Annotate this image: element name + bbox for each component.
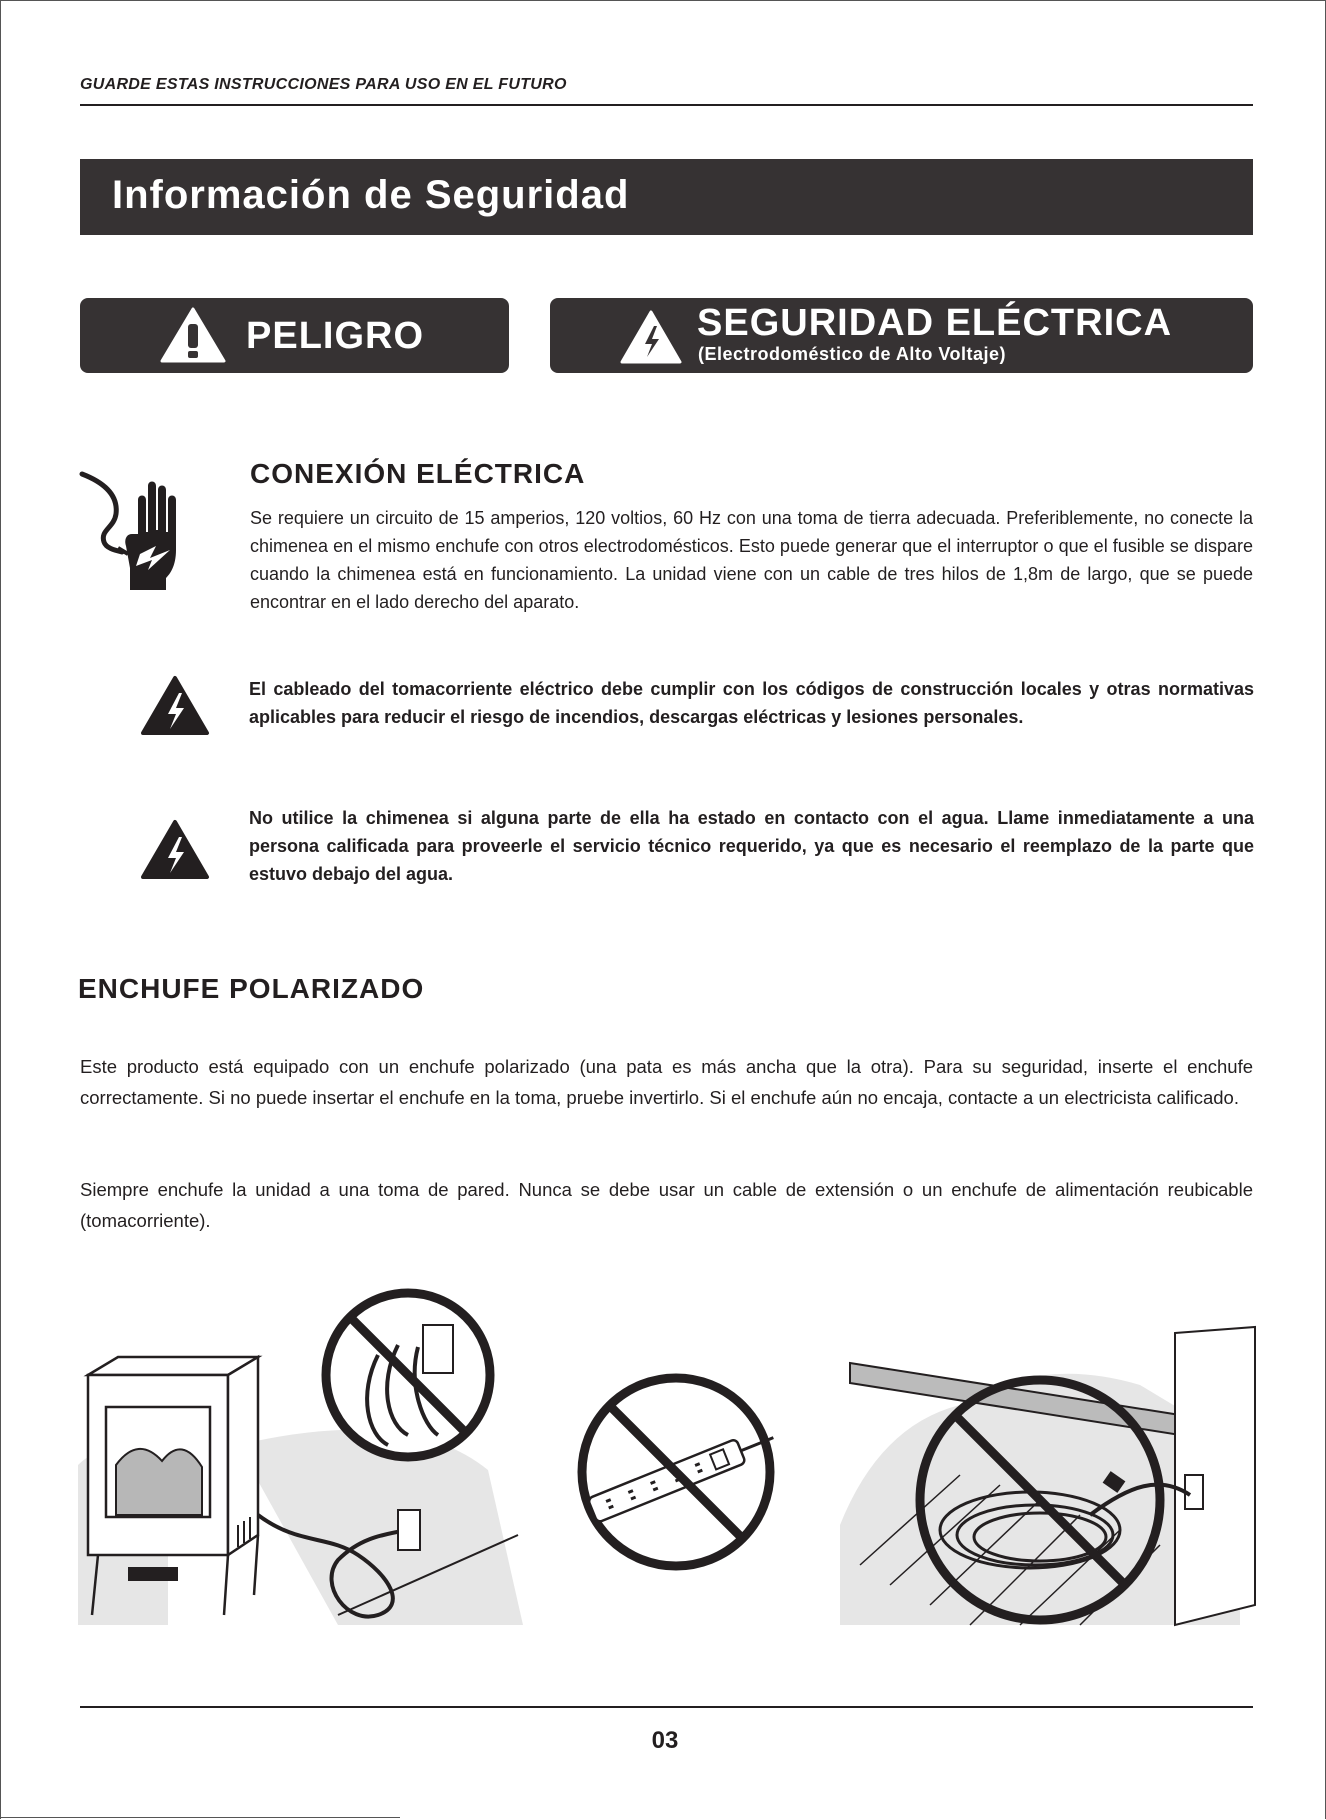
warning-water-text: No utilice la chimenea si alguna parte de ella ha estado en contacto con el agua. Llame inmediatamente a una persona calificada para proveerle el servicio técnico requerido, ya que es necesario el reemplazo de la parte que estuvo debajo del agua. xyxy=(249,808,1254,884)
danger-badge xyxy=(80,298,509,373)
electric-shock-hand-icon xyxy=(78,470,203,595)
polarized-heading: ENCHUFE POLARIZADO xyxy=(78,973,425,1004)
warning-exclamation-icon xyxy=(160,307,226,363)
electrical-safety-title: SEGURIDAD ELÉCTRICA xyxy=(697,302,1173,344)
polarized-paragraph: Este producto está equipado con un enchufe polarizado (una pata es más ancha que la otra). Para su seguridad, inserte el enchufe correctamente. Si no puede insertar el enchufe en la toma, pruebe invertirlo. Si el enchufe aún no encaja, contacte a un electricista calificado. xyxy=(80,1056,1253,1108)
header-divider xyxy=(80,104,1253,106)
high-voltage-icon xyxy=(140,675,210,737)
page-number: 03 xyxy=(651,1727,679,1754)
connection-paragraph: Se requiere un circuito de 15 amperios, 120 voltios, 60 Hz con una toma de tierra adecuada. Preferiblemente, no conecte la chimenea en el mismo enchufe con otros electrodomésticos. Esto puede generar que el interruptor o que el fusible se dispare cuando la chimenea está en funcionamiento. La unidad viene con un cable de tres hilos de 1,8m de largo, que se puede encontrar en el lado derecho del aparato. xyxy=(250,508,1253,612)
footer-divider xyxy=(80,1706,1253,1708)
warning-wiring-text: El cableado del tomacorriente eléctrico debe cumplir con los códigos de construcción locales y otras normativas aplicables para reducir el riesgo de incendios, descargas eléctricas y lesiones personales. xyxy=(249,679,1254,727)
title-bar xyxy=(80,159,1253,235)
electrical-safety-badge xyxy=(550,298,1253,373)
wall-outlet-paragraph: Siempre enchufe la unidad a una toma de pared. Nunca se debe usar un cable de extensión o un enchufe de alimentación reubicable (tomacorriente). xyxy=(80,1179,1253,1231)
page-bottom-edge xyxy=(0,1817,400,1818)
connection-heading: CONEXIÓN ELÉCTRICA xyxy=(250,458,586,489)
coiled-cord-prohibited-illustration xyxy=(840,1325,1260,1630)
danger-label: PELIGRO xyxy=(246,315,425,357)
fireplace-wall-outlet-illustration xyxy=(78,1285,528,1630)
page-header: GUARDE ESTAS INSTRUCCIONES PARA USO EN EL FUTURO xyxy=(80,76,567,93)
electrical-safety-subtitle: (Electrodoméstico de Alto Voltaje) xyxy=(698,344,1007,364)
high-voltage-icon xyxy=(140,819,210,881)
high-voltage-icon xyxy=(620,310,682,364)
power-strip-prohibited-illustration xyxy=(566,1372,786,1572)
page-title: Información de Seguridad xyxy=(112,173,630,217)
